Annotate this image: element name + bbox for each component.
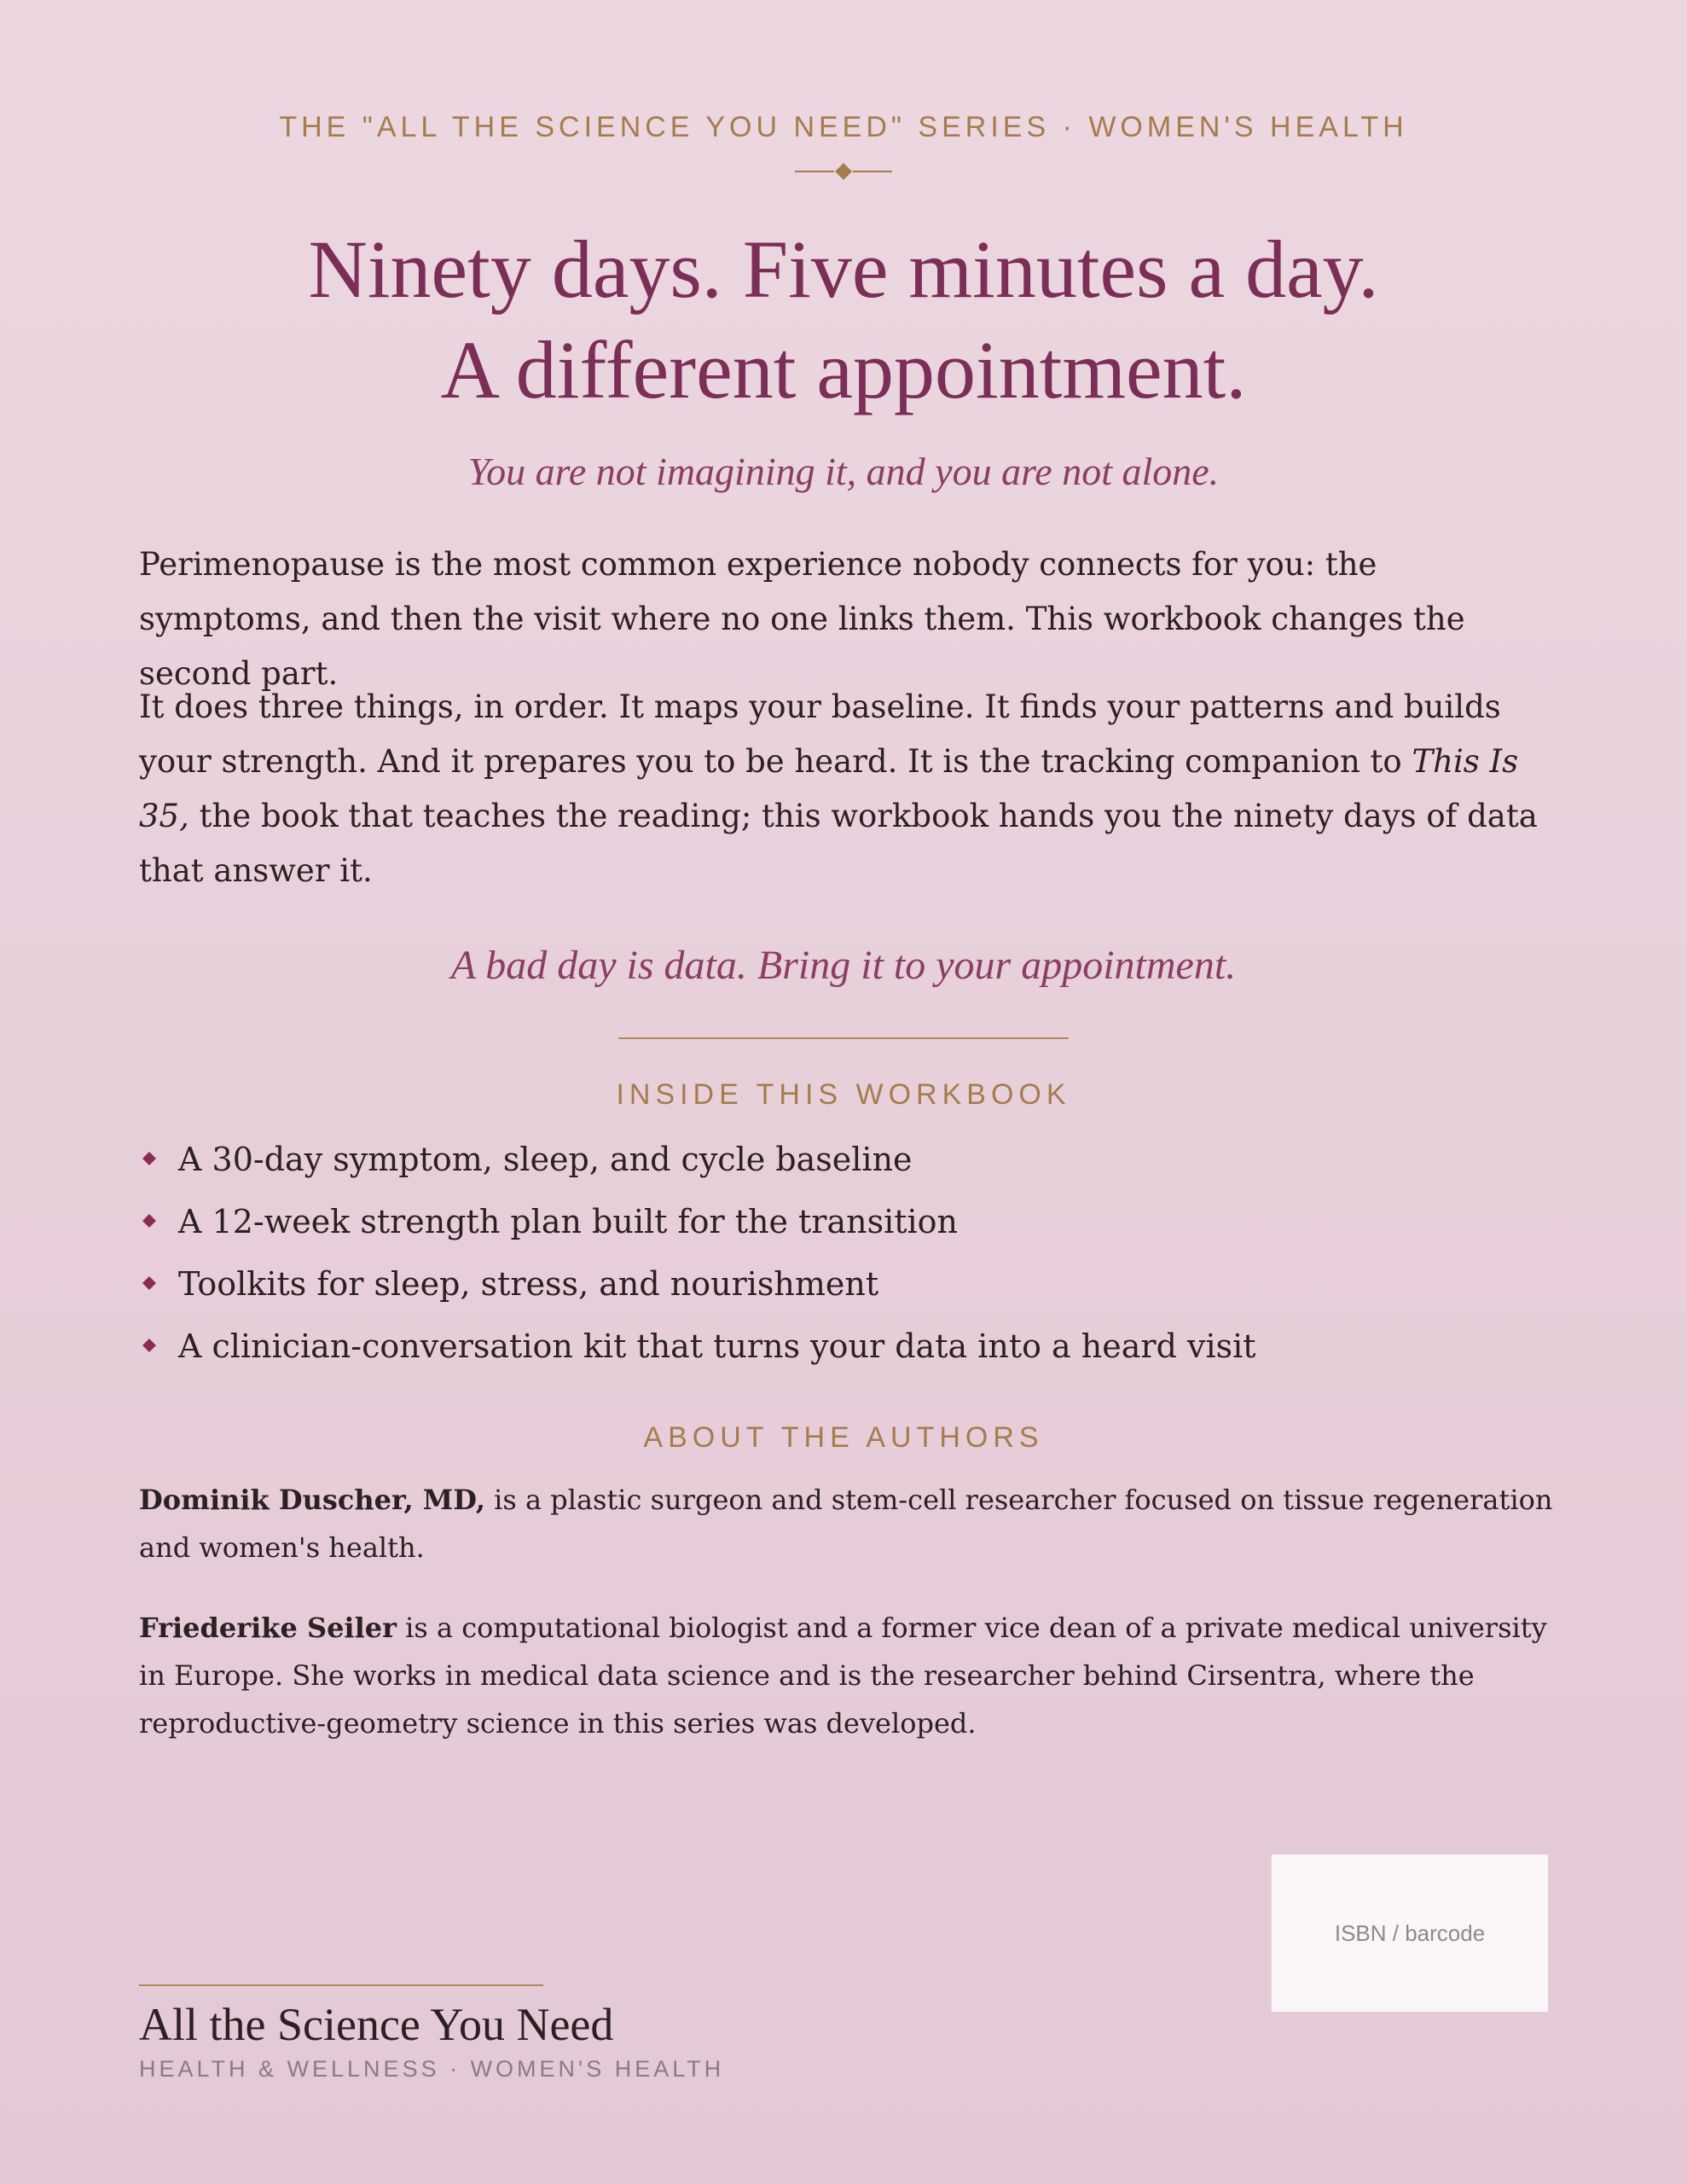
author-bio [139,1476,1555,1571]
about-authors-heading: ABOUT THE AUTHORS [643,1421,1044,1454]
series-category: HEALTH & WELLNESS · WOMEN'S HEALTH [139,2056,725,2082]
isbn-barcode-placeholder [1271,1854,1549,2013]
headline-line-2: A different appointment. [440,324,1247,415]
list-item-text: A 12-week strength plan built for the transition [178,1203,959,1240]
section-divider [618,1037,1069,1039]
author-bio [139,1604,1555,1747]
barcode-label: ISBN / barcode [1334,1920,1486,1946]
inside-workbook-heading: INSIDE THIS WORKBOOK [616,1078,1071,1111]
series-brand-name: All the Science You Need [139,1999,614,2050]
list-item [139,1318,1589,1380]
series-line: THE "ALL THE SCIENCE YOU NEED" SERIES · WOMEN'S HEALTH [279,111,1408,143]
author-bio-text: is a computational biologist and a former vice dean of a private medical university in Europe. She works in medical data science and is the researcher behind Cirsentra, where the reproductive-geometry science in this series was developed. [139,1612,1547,1740]
author-name: Dominik Duscher, MD, [139,1484,485,1516]
headline-line-1: Ninety days. Five minutes a day. [308,224,1379,315]
subtitle: You are not imagining it, and you are not alone. [467,450,1220,493]
book-title: This Is 35, [139,743,1519,834]
list-item-text: A clinician-conversation kit that turns your data into a heard visit [178,1327,1256,1365]
diamond-bullet-icon [142,1214,156,1228]
diamond-bullet-icon [142,1339,156,1352]
list-item-text: Toolkits for sleep, stress, and nourishment [178,1265,879,1303]
list-item [139,1194,1589,1256]
author-bio-text: is a plastic surgeon and stem-cell researcher focused on tissue regeneration and women's health. [139,1484,1553,1564]
diamond-bullet-icon [142,1152,156,1165]
diamond-bullet-icon [142,1276,156,1290]
contents-list [139,1131,1589,1380]
list-item [139,1256,1589,1318]
workbook-description [139,680,1555,898]
description-text-end: the book that teaches the reading; this workbook hands you the ninety days of data that answer it. [139,798,1538,889]
author-name: Friederike Seiler [139,1612,397,1644]
intro-paragraph: Perimenopause is the most common experience nobody connects for you: the symptoms, and then the visit where no one links them. This workbook changes the second part. [139,546,1465,692]
pull-quote: A bad day is data. Bring it to your appointment. [450,943,1237,988]
brand-rule [139,1984,543,1986]
list-item [139,1131,1589,1194]
description-text: It does three things, in order. It maps your baseline. It finds your patterns and builds your strength. And it prepares you to be heard. It is the tracking companion to [139,688,1501,780]
list-item-text: A 30-day symptom, sleep, and cycle baseline [178,1141,913,1178]
diamond-ornament-icon [795,160,892,183]
